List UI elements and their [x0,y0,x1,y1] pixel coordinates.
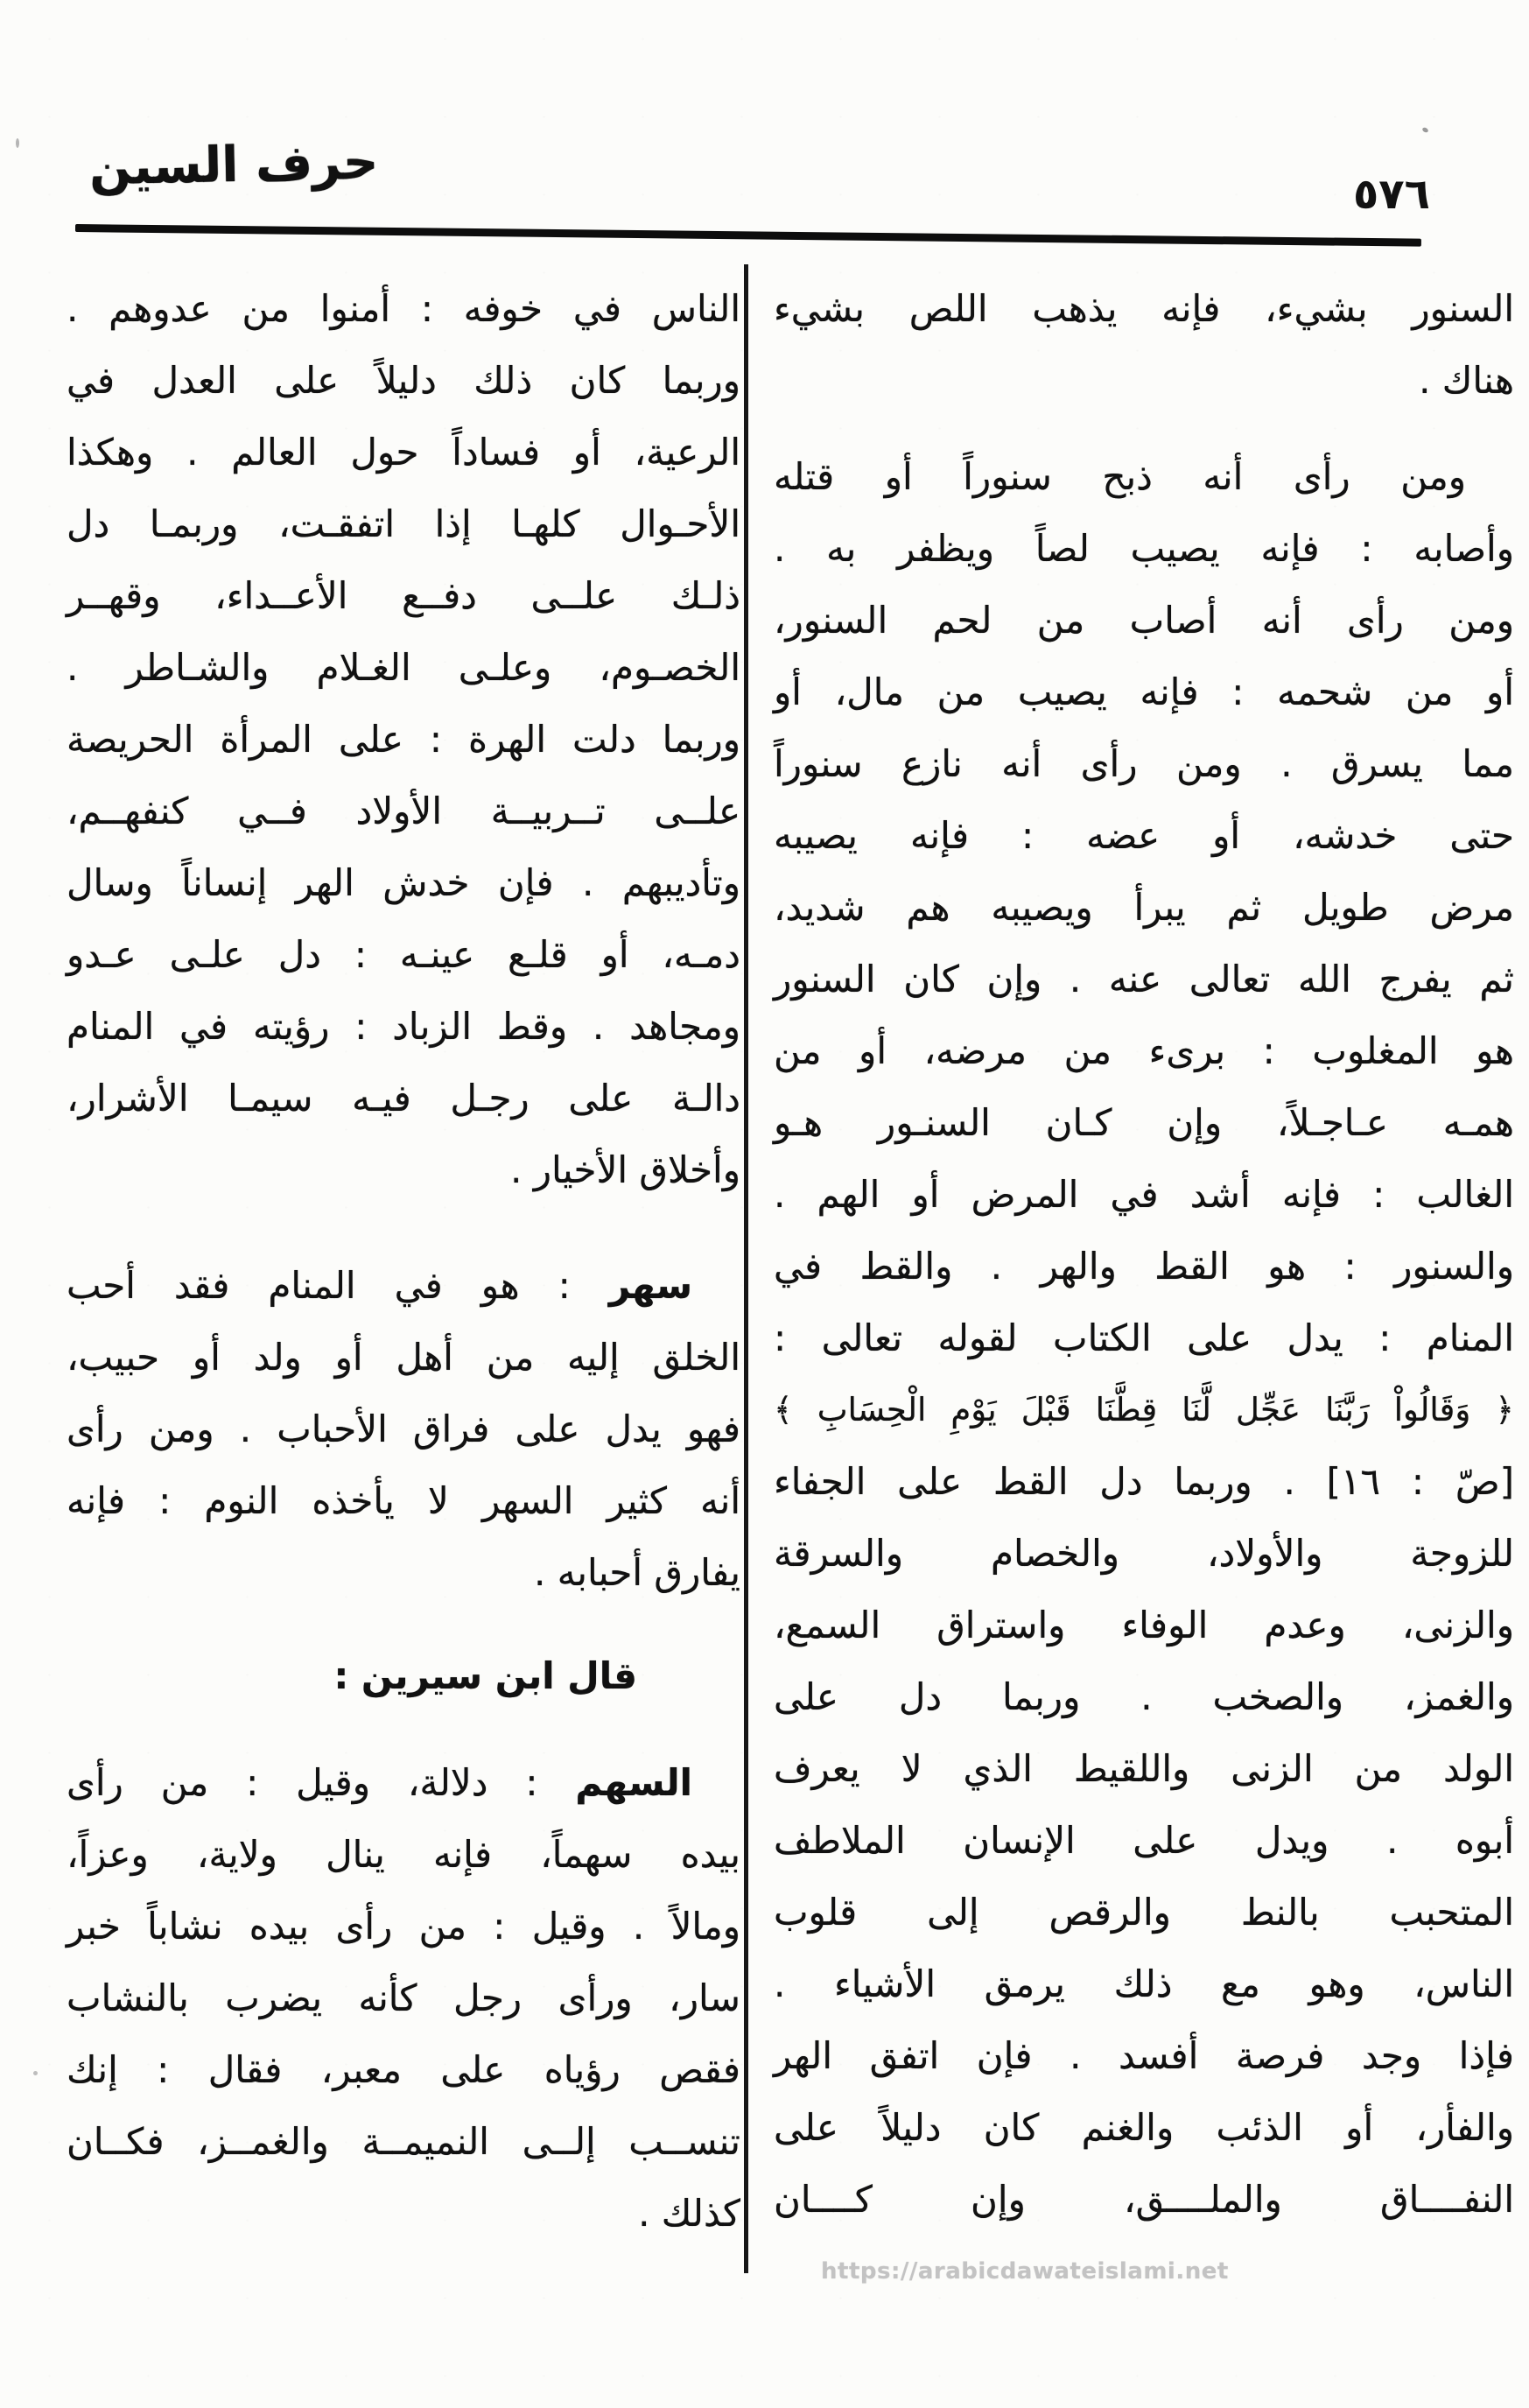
text-line [774,273,1514,345]
text-line [774,1661,1514,1733]
text-segment: وربما كان ذلك دليلاً على العدل في [67,359,740,402]
paragraph [67,273,740,1206]
text-segment: هو المغلوب : برىء من مرضه، أو من [774,1029,1514,1072]
text-segment: الناس في خوفه : أمنوا من عدوهم . [67,287,740,330]
text-segment: يفارق أحبابه . [534,1551,740,1594]
text-line [774,1590,1514,1661]
text-line [774,2092,1514,2164]
text-line [67,1134,740,1206]
text-segment: وأخلاق الأخيار . [510,1148,740,1191]
text-line [67,991,740,1063]
text-line [67,560,740,632]
text-segment: أو من شحمه : فإنه يصيب من مال، أو [774,670,1514,713]
text-segment: : دلالة، وقيل : من رأى [67,1761,576,1804]
text-line [67,919,740,991]
text-segment: حتى خدشه، أو عضه : فإنه يصيبه [774,814,1514,857]
text-line [774,1948,1514,2020]
text-line [67,1394,740,1465]
text-line [774,1374,1514,1446]
text-segment: الأحـوال كلهـا إذا اتفقـت، وربمـا دل [67,502,740,545]
text-line [774,944,1514,1015]
text-line [774,1518,1514,1590]
text-segment: الرعية، أو فساداً حول العالم . وهكذا [67,431,740,474]
paragraph [67,1640,740,1712]
text-line [67,488,740,560]
header-rule [75,224,1421,247]
text-line [774,1733,1514,1805]
bold-lead-word: سهر [608,1264,692,1307]
text-segment: وأصابه : فإنه يصيب لصاً ويظفر به . [774,527,1514,570]
text-line [67,1250,740,1322]
text-line [774,1446,1514,1518]
text-line [67,2106,740,2178]
text-line [67,847,740,919]
text-line [67,1891,740,1962]
text-line [774,1015,1514,1087]
paragraph [774,441,1514,2236]
text-segment: للزوجة والأولاد، والخصام والسرقة [774,1532,1514,1575]
text-segment: والزنى، وعدم الوفاء واستراق السمع، [774,1604,1514,1646]
text-segment: همـه عـاجـلاً، وإن كـان السنـور هـو [774,1101,1514,1144]
text-line [774,441,1514,513]
scan-speck [1421,127,1429,134]
text-segment: ومالاً . وقيل : من رأى بيده نشاباً خبر [67,1905,740,1948]
text-segment: بيده سهماً، فإنه ينال ولاية، وعزاً، [67,1833,740,1876]
text-line [774,585,1514,656]
text-segment: ومن رأى أنه أصاب من لحم السنور، [774,599,1514,642]
text-line [774,728,1514,800]
left-column [67,273,740,2250]
text-line [774,1805,1514,1877]
text-line [774,513,1514,585]
bold-lead-word: السهم [575,1761,692,1804]
scan-speck [33,2071,38,2075]
text-line [67,1962,740,2034]
text-segment: مرض طويل ثم يبرأ ويصيبه هم شديد، [774,886,1514,929]
text-line [774,1877,1514,1948]
text-segment: والغمز، والصخب . وربما دل على [774,1675,1514,1718]
text-line [67,1747,740,1819]
text-line [774,872,1514,944]
text-segment: علــى تــربيــة الأولاد فــي كنفهــم، [67,790,740,832]
watermark-url: https://arabicdawateislami.net [821,2258,1229,2285]
text-segment: الولد من الزنى واللقيط الذي لا يعرف [774,1747,1514,1790]
text-segment: الخصـوم، وعلـى الغـلام والشـاطر . [67,646,740,689]
text-segment: هناك . [1419,359,1514,402]
text-line [774,1087,1514,1159]
paragraph [67,1250,740,1609]
text-segment: المنام : يدل على الكتاب لقوله تعالى : [774,1316,1514,1359]
text-segment: والفأر، أو الذئب والغنم كان دليلاً على [774,2106,1514,2149]
text-line [67,273,740,345]
text-line [774,1159,1514,1231]
column-divider [744,264,748,2273]
text-segment: دالـة على رجـل فيـه سيمـا الأشرار، [67,1077,740,1120]
section-title: حرف السين [88,133,379,197]
text-segment: وتأديبهم . فإن خدش الهر إنساناً وسال [67,861,740,904]
text-segment: فهو يدل على فراق الأحباب . ومن رأى [67,1408,740,1450]
text-segment: الغالب : فإنه أشد في المرض أو الهم . [774,1173,1514,1216]
text-segment: ﴿ وَقَالُواْ رَبَّنَا عَجِّل لَّنَا قِطَّنَا قَبْلَ يَوْمِ الْحِسَابِ ﴾ [774,1391,1514,1429]
text-segment: ومجاهد . وقط الزباد : رؤيته في المنام [67,1005,740,1048]
text-segment: وربما دلت الهرة : على المرأة الحريصة [67,718,740,761]
text-line [67,417,740,488]
text-segment: ذلـك علــى دفــع الأعــداء، وقهــر [67,574,740,617]
text-line [67,2034,740,2106]
text-line [67,1063,740,1134]
page-number: ٥٧٦ [1353,170,1430,219]
text-segment: : هو في المنام فقد أحب [67,1264,609,1307]
text-segment: أبوه . ويدل على الإنسان الملاطف [774,1819,1514,1862]
text-line [774,2020,1514,2092]
bold-lead-word: قال ابن سيرين : [333,1654,637,1697]
right-column [774,273,1514,2236]
paragraph [67,1747,740,2250]
text-segment: المتحبب بالنط والرقص إلى قلوب [774,1891,1514,1934]
text-line [67,1819,740,1891]
text-segment: والسنور : هو القط والهر . والقط في [774,1245,1514,1288]
text-segment: سار، ورأى رجل كأنه يضرب بالنشاب [67,1976,740,2019]
scan-speck [16,138,19,148]
text-segment: تنســب إلــى النميمــة والغمــز، فكــان [67,2120,740,2163]
paragraph [774,273,1514,417]
text-segment: الناس، وهو مع ذلك يرمق الأشياء . [774,1962,1514,2005]
text-line [774,656,1514,728]
text-line [67,1322,740,1394]
text-segment: ومن رأى أنه ذبح سنوراً أو قتله [774,455,1466,498]
text-segment: دمـه، أو قلـع عينـه : دل علـى عـدو [67,933,740,976]
text-line [774,1302,1514,1374]
text-line [67,776,740,847]
text-segment: السنور بشيء، فإنه يذهب اللص بشيء [774,287,1514,330]
text-line [774,345,1514,417]
text-line [67,345,740,417]
text-segment: كذلك . [638,2192,740,2235]
text-line [774,2164,1514,2236]
text-line [67,1537,740,1609]
text-line [774,800,1514,872]
text-segment: مما يسرق . ومن رأى أنه نازع سنوراً [774,742,1514,785]
text-segment: فإذا وجد فرصة أفسد . فإن اتفق الهر [774,2034,1514,2077]
text-segment: أنه كثير السهر لا يأخذه النوم : فإنه [67,1479,740,1522]
text-segment: الخلق إليه من أهل أو ولد أو حبيب، [67,1336,740,1379]
text-line [67,704,740,776]
text-line [774,1231,1514,1302]
text-segment: فقص رؤياه على معبر، فقال : إنك [67,2048,740,2091]
text-line [67,1465,740,1537]
text-line [67,1640,740,1712]
text-line [67,632,740,704]
text-segment: النفــــاق والملــــق، وإن كــــان [774,2178,1514,2221]
text-segment: [صّ : ١٦] . وربما دل القط على الجفاء [774,1460,1515,1503]
text-line [67,2178,740,2250]
text-segment: ثم يفرج الله تعالى عنه . وإن كان السنور [774,958,1514,1000]
